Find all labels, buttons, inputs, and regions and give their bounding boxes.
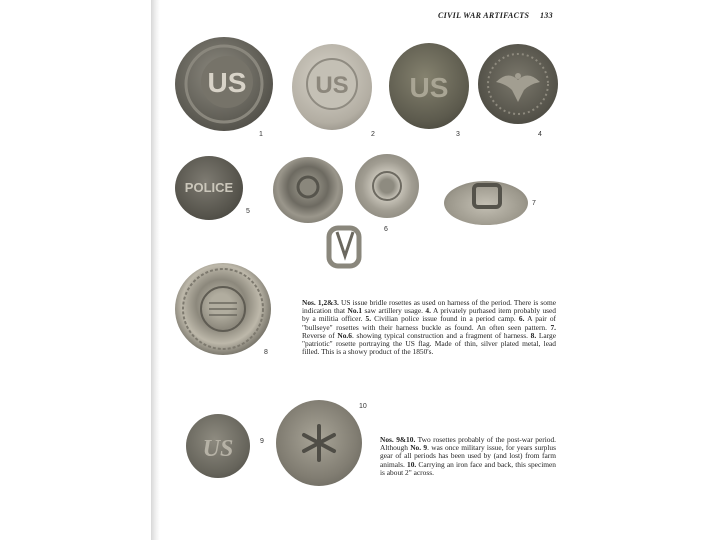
rosette-photo-10 [276,400,362,486]
caption-bold: Nos. 1,2&3. [302,298,339,307]
figure-number-4: 4 [538,131,542,138]
rosette-photo-1 [175,37,273,131]
marking-2: US [315,72,349,99]
figure-number-1: 1 [259,131,263,138]
figure-number-2: 2 [371,131,375,138]
marking-3: US [409,72,449,103]
rosette-photo-4 [478,44,558,124]
rosette-photo-7 [444,181,528,225]
figure-number-6: 6 [384,226,388,233]
us-rosette-icon [389,43,469,129]
marking-5: POLICE [184,180,234,195]
marking-9: US [202,436,234,462]
rosette-photo-2 [292,44,372,130]
rosette-reverse-icon [444,181,528,225]
figure-number-7: 7 [532,200,536,207]
caption-figures-9-10: Nos. 9&10. Two rosettes probably of the post-war period. Although No. 9. was once military issue, for years surplus gear of all periods has been used by (and lost) from farm animals. 10. Carrying an iron face and back, this specimen is about 2" across. [380,435,557,477]
rosette-photo-6a [273,157,343,223]
patriotic-rosette-icon [175,263,271,355]
book-gutter [151,0,160,540]
figure-number-10: 10 [359,403,367,410]
harness-buckle-6 [325,222,363,270]
running-header [438,11,553,20]
caption-figures-1-8: Nos. 1,2&3. US issue bridle rosettes as used on harness of the period. There is some indication that No.1 saw artillery usage. 4. A privately purhased item probably used by a militia officer. 5. Civilian police issue found in a period camp. 6. A pair of "bullseye" rosettes with their harness buckle as found. An often seen pattern. 7. Reverse of No.6. showing typical construction and a fragment of harness. 8. Large "patriotic" rosette portraying the US flag. Made of thin, silver plated metal, lead filled. This is a showy product of the 1850's. [302,298,557,357]
rosette-photo-8 [175,263,271,355]
rosette-photo-5 [175,156,243,220]
bullseye-rosette-icon [355,154,419,218]
figure-number-3: 3 [456,131,460,138]
us-script-rosette-icon [186,414,250,478]
page-number: 133 [540,11,553,20]
caption-bold: Nos. 9&10. [380,435,416,444]
figure-number-5: 5 [246,208,250,215]
figure-number-8: 8 [264,349,268,356]
bullseye-rosette-icon [273,157,343,223]
rosette-photo-6b [355,154,419,218]
rosette-photo-9 [186,414,250,478]
rosette-photo-3 [389,43,469,129]
figure-number-9: 9 [260,438,264,445]
iron-rosette-icon [276,400,362,486]
buckle-icon [325,222,363,270]
us-rosette-icon [292,44,372,130]
header-title: CIVIL WAR ARTIFACTS [438,11,530,20]
us-monogram-rosette-icon [175,37,273,131]
police-rosette-icon [175,156,243,220]
eagle-rosette-icon [478,44,558,124]
marking-1: US [207,67,247,98]
